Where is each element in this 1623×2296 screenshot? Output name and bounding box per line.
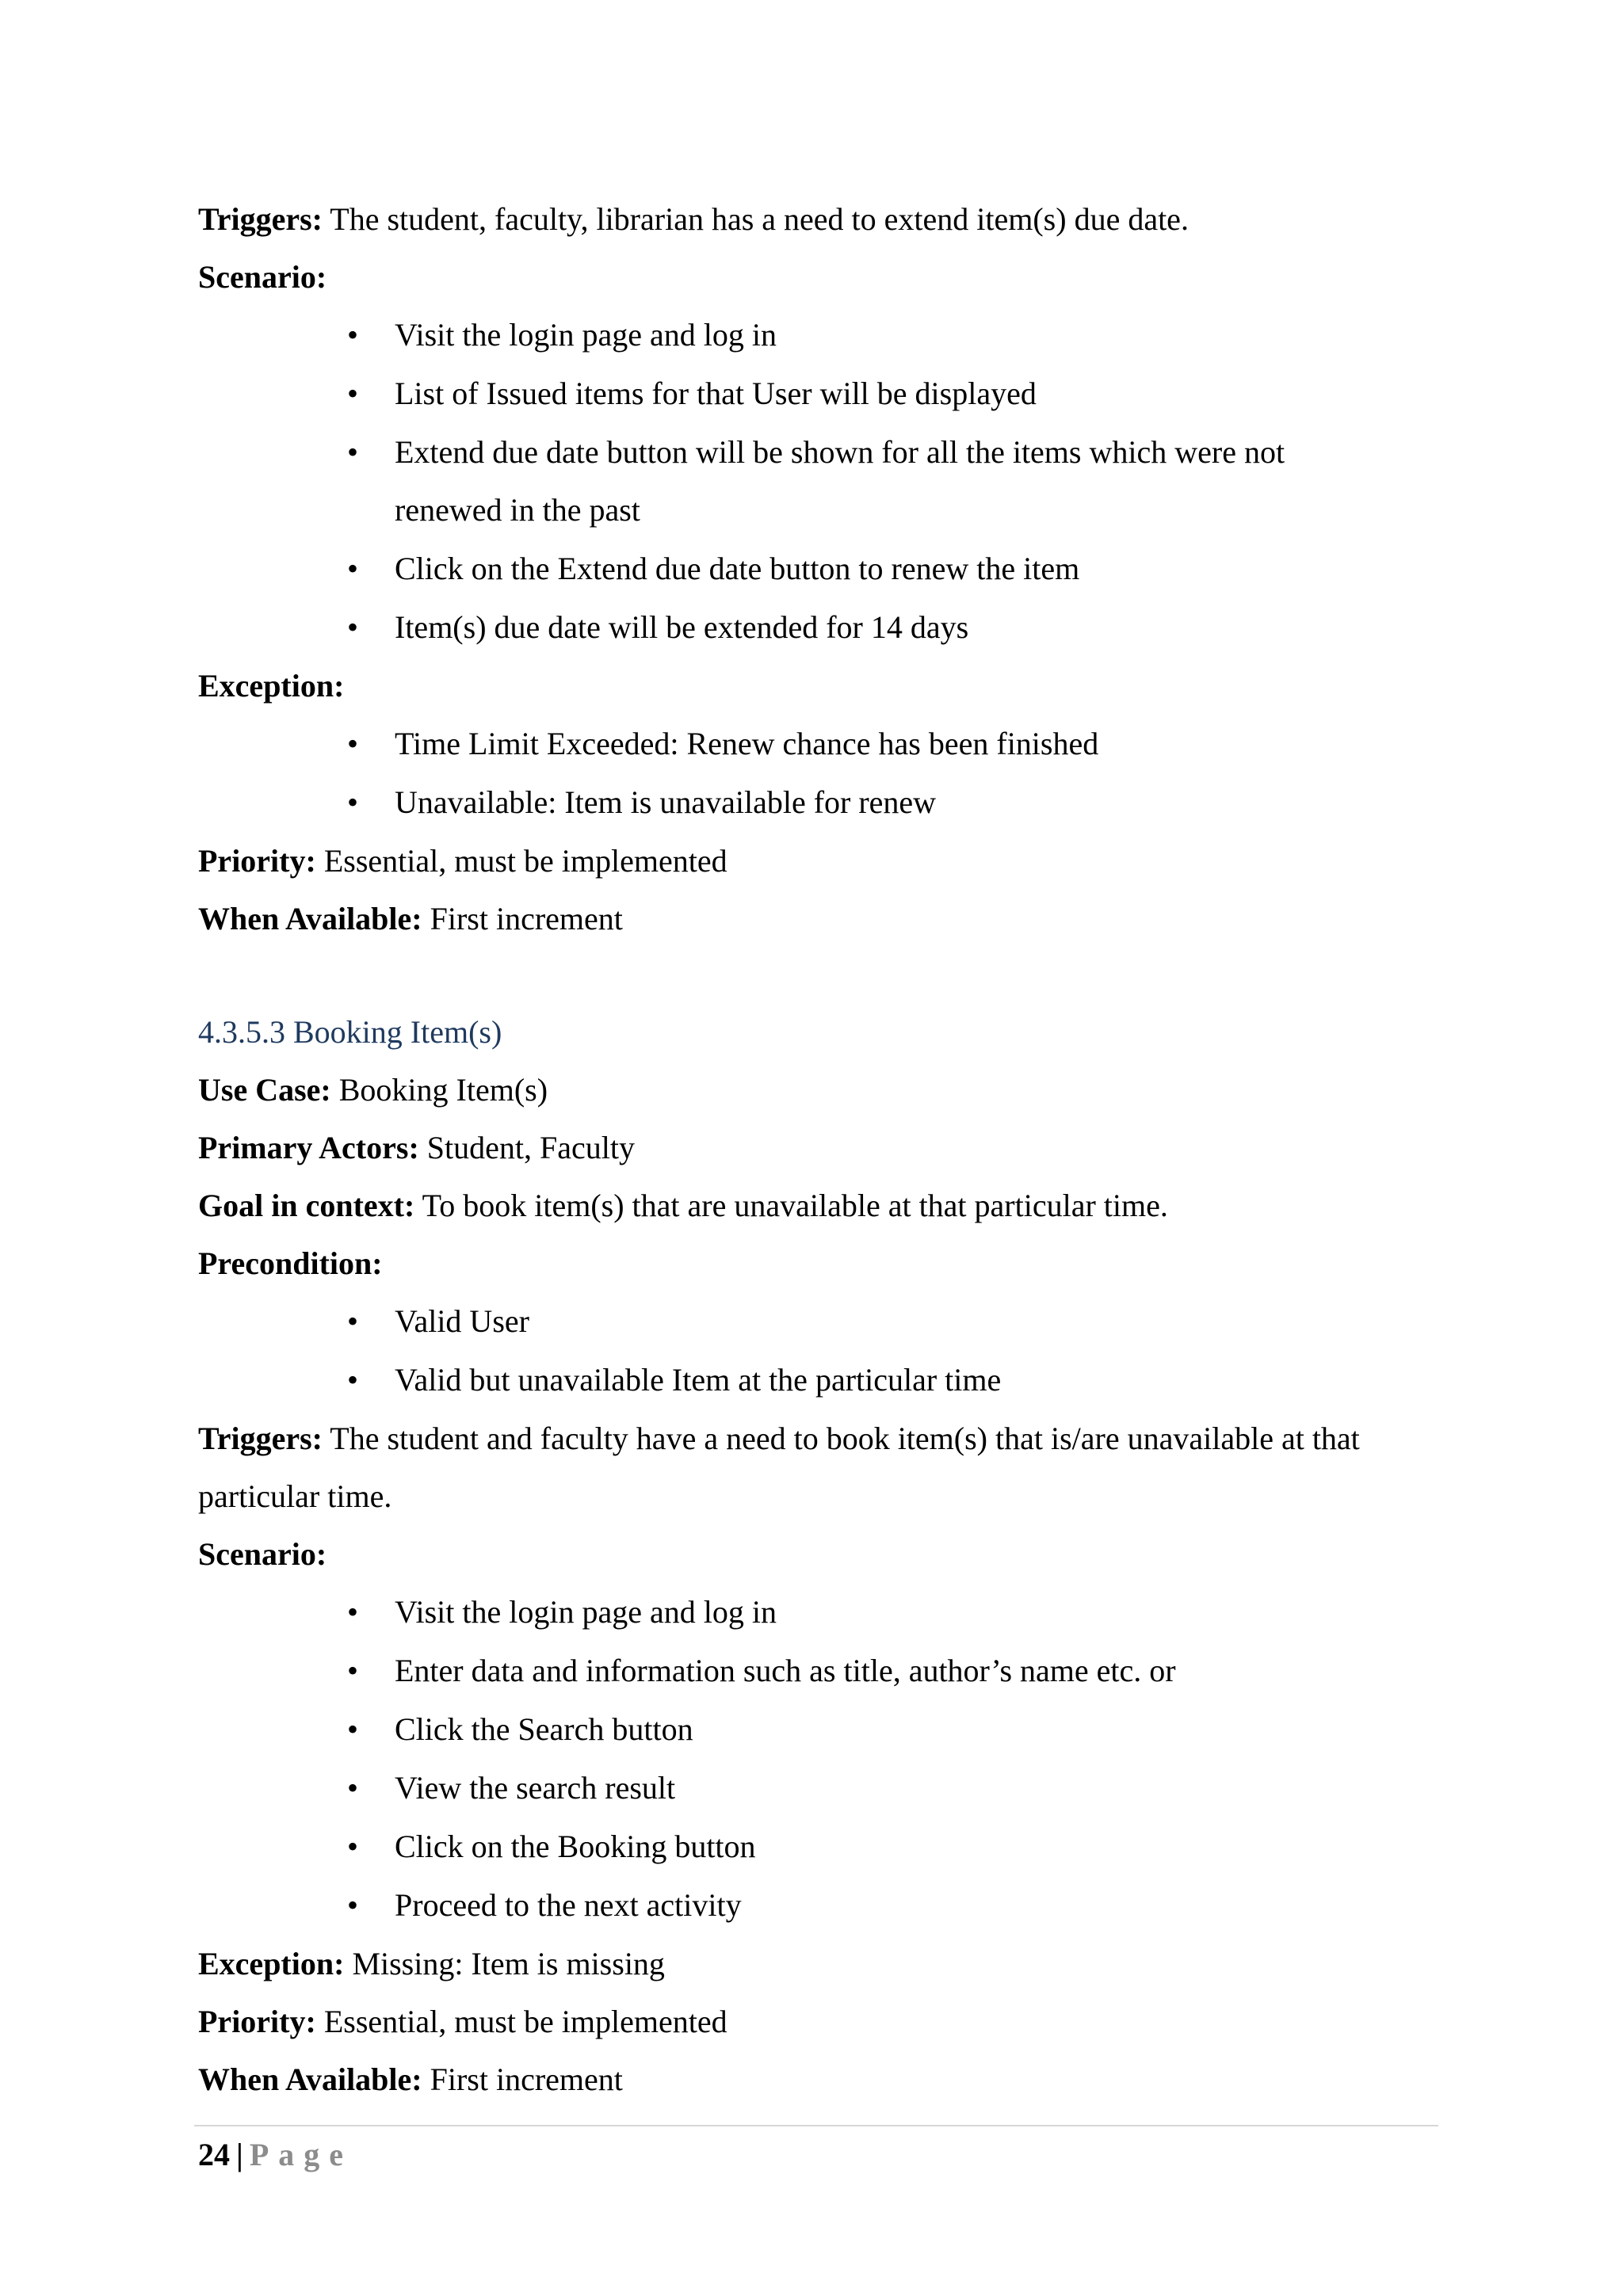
triggers-label-2: Triggers: [198, 1421, 323, 1456]
bullet-icon: • [347, 317, 359, 353]
scenario-label-2: Scenario: [198, 1536, 327, 1572]
bullet-icon: • [347, 434, 359, 470]
page-content [198, 190, 1450, 2108]
exception-label: Exception: [198, 668, 345, 704]
primary-actors-text: Student, Faculty [426, 1130, 635, 1165]
list-item: • Visit the login page and log in [395, 1583, 1450, 1641]
bullet-icon: • [347, 376, 359, 411]
when-available-line [198, 890, 1450, 948]
goal-label: Goal in context: [198, 1188, 415, 1223]
scenario-label: Scenario: [198, 259, 327, 295]
triggers-text: The student, faculty, librarian has a need to extend item(s) due date. [330, 201, 1189, 237]
use-case-text: Booking Item(s) [338, 1072, 548, 1108]
goal-text: To book item(s) that are unavailable at that particular time. [422, 1188, 1168, 1223]
bullet-icon: • [347, 784, 359, 820]
list-item: • Click the Search button [395, 1700, 1450, 1758]
bullet-icon: • [347, 726, 359, 761]
list-item: • Extend due date button will be shown for all the items which were not renewed in the past [395, 423, 1346, 539]
bullet-icon: • [347, 1594, 359, 1630]
triggers-line-2 [198, 1409, 1450, 1525]
when-available-label: When Available: [198, 901, 422, 936]
use-case-line [198, 1061, 1450, 1119]
list-item: • Enter data and information such as title, author’s name etc. or [395, 1642, 1450, 1699]
list-item: • Unavailable: Item is unavailable for renew [395, 773, 1450, 831]
scenario-list-2 [198, 1583, 1450, 1934]
page-footer [198, 2131, 353, 2179]
precondition-line [198, 1234, 1450, 1292]
exception-text-2: Missing: Item is missing [352, 1946, 665, 1981]
triggers-line [198, 190, 1450, 248]
list-item: • Proceed to the next activity [395, 1876, 1450, 1934]
priority-text: Essential, must be implemented [323, 843, 727, 879]
page-number: 24 [198, 2137, 230, 2172]
list-item: • Valid but unavailable Item at the particular time [395, 1351, 1450, 1409]
list-item: • Item(s) due date will be extended for 14 days [395, 598, 1450, 656]
exception-line [198, 657, 1450, 715]
goal-line [198, 1177, 1450, 1234]
bullet-icon: • [347, 551, 359, 586]
bullet-icon: • [347, 1770, 359, 1806]
when-available-label-2: When Available: [198, 2061, 422, 2097]
list-item: • Click on the Booking button [395, 1817, 1450, 1875]
triggers-label: Triggers: [198, 201, 323, 237]
precondition-list [198, 1292, 1450, 1409]
scenario-list [198, 306, 1450, 656]
list-item: • Valid User [395, 1292, 1450, 1350]
use-case-label: Use Case: [198, 1072, 331, 1108]
priority-label-2: Priority: [198, 2004, 316, 2039]
when-available-text: First increment [430, 901, 623, 936]
bullet-icon: • [347, 609, 359, 645]
exception-label-2: Exception: [198, 1946, 345, 1981]
page-word: Page [249, 2137, 353, 2172]
priority-text-2: Essential, must be implemented [323, 2004, 727, 2039]
scenario-line [198, 248, 1450, 306]
list-item: • List of Issued items for that User will be displayed [395, 364, 1450, 422]
scenario-line-2 [198, 1525, 1450, 1583]
primary-actors-line [198, 1119, 1450, 1177]
section-heading: 4.3.5.3 Booking Item(s) [198, 1014, 502, 1050]
list-item: • View the search result [395, 1759, 1450, 1817]
list-item: • Visit the login page and log in [395, 306, 1450, 364]
triggers-text-2: The student and faculty have a need to book item(s) that is/are unavailable at that particular time. [198, 1421, 1360, 1514]
footer-separator: | [236, 2137, 243, 2172]
priority-label: Priority: [198, 843, 316, 879]
bullet-icon: • [347, 1362, 359, 1398]
bullet-icon: • [347, 1829, 359, 1864]
bullet-icon: • [347, 1303, 359, 1339]
when-available-line-2 [198, 2050, 1450, 2108]
list-item: • Click on the Extend due date button to renew the item [395, 540, 1450, 597]
list-item: • Time Limit Exceeded: Renew chance has been finished [395, 715, 1450, 772]
exception-line-2 [198, 1935, 1450, 1993]
section-gap [198, 948, 1450, 1003]
bullet-icon: • [347, 1653, 359, 1688]
priority-line [198, 832, 1450, 890]
when-available-text-2: First increment [430, 2061, 623, 2097]
exception-list [198, 715, 1450, 831]
bullet-icon: • [347, 1711, 359, 1747]
priority-line-2 [198, 1993, 1450, 2050]
bullet-icon: • [347, 1887, 359, 1923]
precondition-label: Precondition: [198, 1245, 383, 1281]
footer-rule [194, 2125, 1438, 2126]
primary-actors-label: Primary Actors: [198, 1130, 419, 1165]
